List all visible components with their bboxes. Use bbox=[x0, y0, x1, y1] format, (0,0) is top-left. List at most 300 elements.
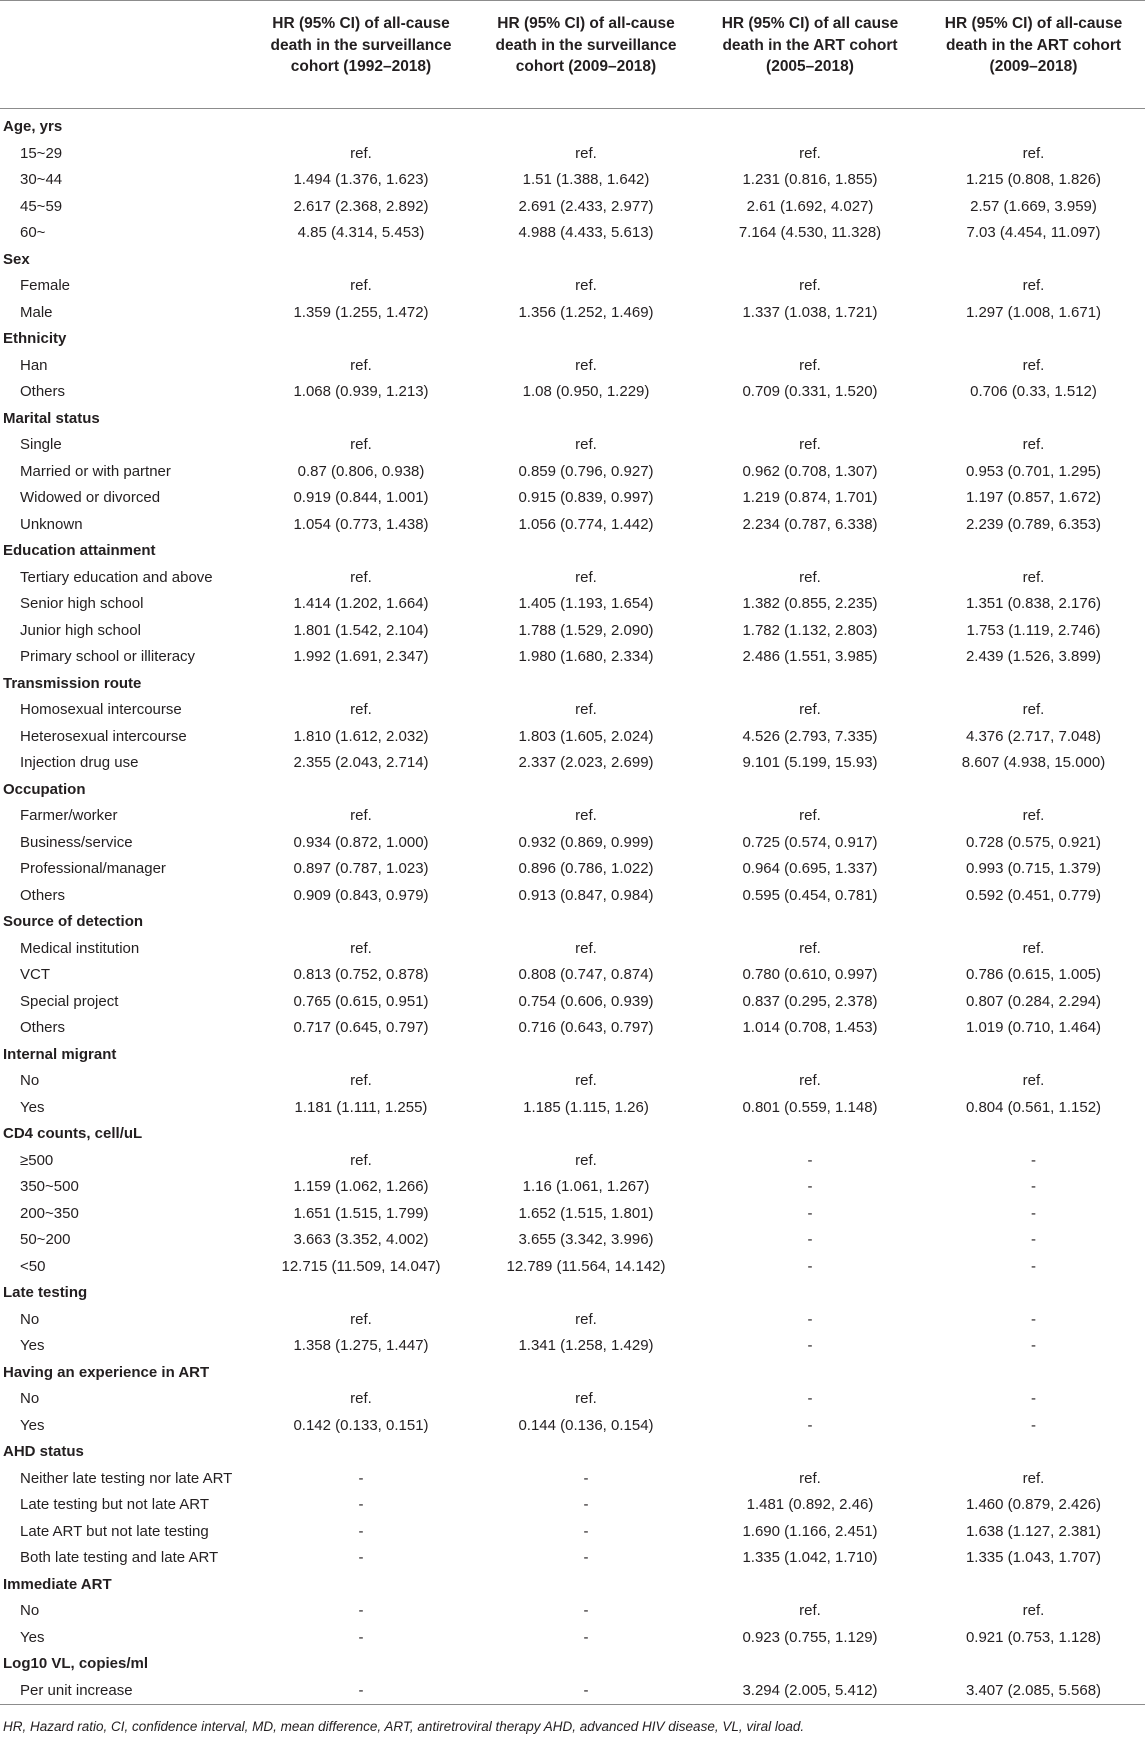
hr-cell: 1.788 (1.529, 2.090) bbox=[518, 621, 654, 639]
hr-cell: ref. bbox=[1022, 1469, 1045, 1487]
hr-cell: ref. bbox=[350, 1151, 372, 1169]
group-label: Age, yrs bbox=[3, 118, 63, 135]
hr-cell: - bbox=[1031, 1257, 1036, 1275]
table-row bbox=[0, 485, 1145, 512]
row-label: Others bbox=[20, 886, 66, 904]
hr-cell: ref. bbox=[1022, 1602, 1045, 1619]
table-row bbox=[0, 1519, 1145, 1546]
table-group-row bbox=[0, 109, 1145, 141]
table-row bbox=[0, 1201, 1145, 1228]
hr-cell: ref. bbox=[1022, 356, 1045, 374]
hr-cell: 1.652 (1.515, 1.801) bbox=[518, 1204, 654, 1222]
hr-cell: ref. bbox=[1022, 144, 1045, 162]
hr-cell bbox=[248, 1439, 474, 1466]
table-row bbox=[0, 1466, 1145, 1493]
table-row bbox=[0, 1386, 1145, 1413]
hr-cell: 0.915 (0.839, 0.997) bbox=[518, 489, 654, 506]
hr-cell bbox=[248, 1360, 474, 1387]
hr-cell: - bbox=[583, 1602, 589, 1619]
table-row bbox=[0, 565, 1145, 592]
table-row bbox=[0, 1413, 1145, 1440]
hr-cell bbox=[474, 247, 698, 274]
group-label: Education attainment bbox=[3, 542, 156, 559]
table-row bbox=[0, 459, 1145, 486]
hr-cell: ref. bbox=[575, 1072, 597, 1089]
hr-cell bbox=[474, 326, 698, 353]
hr-cell bbox=[698, 671, 922, 698]
row-label: 15~29 bbox=[20, 144, 63, 162]
hr-cell: ref. bbox=[575, 356, 597, 374]
table-row bbox=[0, 1148, 1145, 1175]
table-body bbox=[0, 109, 1145, 1705]
table-row bbox=[0, 167, 1145, 194]
hr-cell bbox=[922, 1121, 1145, 1148]
hr-cell: 0.717 (0.645, 0.797) bbox=[293, 1019, 429, 1036]
table-row bbox=[0, 1254, 1145, 1281]
table-row bbox=[0, 618, 1145, 645]
hr-cell: ref. bbox=[799, 1602, 821, 1619]
table-row bbox=[0, 1174, 1145, 1201]
row-label: Han bbox=[20, 356, 48, 374]
hr-cell: 1.335 (1.042, 1.710) bbox=[742, 1549, 878, 1566]
hr-cell: - bbox=[358, 1469, 364, 1487]
hr-cell: 1.337 (1.038, 1.721) bbox=[742, 303, 878, 321]
row-label: Business/service bbox=[20, 833, 133, 851]
row-label: Yes bbox=[20, 1098, 45, 1116]
hr-cell: 0.909 (0.843, 0.979) bbox=[293, 886, 429, 904]
row-label: 45~59 bbox=[20, 197, 63, 215]
hr-cell bbox=[474, 1439, 698, 1466]
hr-cell bbox=[698, 1042, 922, 1069]
hr-cell: 1.014 (0.708, 1.453) bbox=[742, 1019, 878, 1036]
hr-cell: ref. bbox=[350, 807, 372, 824]
hr-cell: - bbox=[1031, 1151, 1036, 1169]
row-label: 30~44 bbox=[20, 171, 63, 188]
hr-cell bbox=[248, 777, 474, 804]
hr-cell bbox=[248, 671, 474, 698]
hr-cell: - bbox=[1031, 1178, 1036, 1195]
hr-cell: 0.932 (0.869, 0.999) bbox=[518, 833, 654, 851]
hr-cell: - bbox=[583, 1628, 589, 1646]
row-label: Special project bbox=[20, 992, 119, 1010]
hr-cell: 0.953 (0.701, 1.295) bbox=[965, 462, 1102, 480]
group-label: Sex bbox=[3, 250, 30, 268]
hr-cell: ref. bbox=[1022, 1072, 1045, 1089]
hr-cell: 0.813 (0.752, 0.878) bbox=[293, 966, 429, 983]
group-label: AHD status bbox=[3, 1443, 84, 1460]
row-label: 50~200 bbox=[20, 1231, 71, 1248]
hr-cell: ref. bbox=[350, 939, 372, 957]
group-label: Late testing bbox=[3, 1284, 88, 1301]
row-label: Professional/manager bbox=[20, 860, 166, 877]
hr-cell: 3.294 (2.005, 5.412) bbox=[698, 1678, 922, 1705]
hr-cell: - bbox=[1031, 1416, 1036, 1434]
hr-cell: 0.962 (0.708, 1.307) bbox=[742, 462, 878, 480]
hr-cell: ref. bbox=[1022, 939, 1045, 957]
hr-cell bbox=[698, 1651, 922, 1678]
table-group-row bbox=[0, 1651, 1145, 1678]
hr-cell: 4.376 (2.717, 7.048) bbox=[965, 727, 1102, 745]
table-group-row bbox=[0, 538, 1145, 565]
hr-cell: 3.407 (2.085, 5.568) bbox=[922, 1678, 1145, 1705]
hr-cell: ref. bbox=[575, 939, 597, 957]
table-row bbox=[0, 1095, 1145, 1122]
hr-cell: - bbox=[807, 1178, 813, 1195]
hr-cell: 1.405 (1.193, 1.654) bbox=[518, 595, 654, 612]
hr-cell: 1.056 (0.774, 1.442) bbox=[518, 515, 654, 533]
hr-cell: 2.691 (2.433, 2.977) bbox=[518, 197, 654, 215]
hr-cell: 0.934 (0.872, 1.000) bbox=[293, 833, 429, 851]
hr-cell: 1.16 (1.061, 1.267) bbox=[522, 1178, 650, 1195]
row-label: No bbox=[20, 1310, 40, 1328]
table-group-row bbox=[0, 1360, 1145, 1387]
hr-cell: 0.808 (0.747, 0.874) bbox=[518, 966, 654, 983]
hr-cell bbox=[248, 109, 474, 141]
row-label: Neither late testing nor late ART bbox=[20, 1469, 233, 1487]
table-row bbox=[0, 1227, 1145, 1254]
table-row bbox=[0, 803, 1145, 830]
hr-cell: - bbox=[1031, 1231, 1036, 1248]
row-label: Married or with partner bbox=[20, 462, 171, 480]
hr-cell: 2.57 (1.669, 3.959) bbox=[970, 197, 1097, 215]
table-row bbox=[0, 273, 1145, 300]
row-label: Male bbox=[20, 303, 53, 321]
hr-cell: 0.754 (0.606, 0.939) bbox=[518, 992, 654, 1010]
table-row bbox=[0, 300, 1145, 327]
hr-cell: 0.595 (0.454, 0.781) bbox=[742, 886, 878, 904]
table-header-row bbox=[0, 1, 1145, 109]
row-label: Per unit increase bbox=[0, 1678, 248, 1705]
hr-cell: 1.159 (1.062, 1.266) bbox=[293, 1178, 429, 1195]
hr-cell: 2.61 (1.692, 4.027) bbox=[746, 197, 874, 215]
hr-cell: 1.219 (0.874, 1.701) bbox=[742, 489, 878, 506]
hr-cell: ref. bbox=[799, 277, 821, 294]
hr-cell: 1.494 (1.376, 1.623) bbox=[293, 171, 429, 188]
hr-cell: ref. bbox=[1022, 568, 1045, 586]
hr-cell: - bbox=[807, 1151, 813, 1169]
row-label: Others bbox=[20, 1019, 66, 1036]
hr-cell bbox=[698, 538, 922, 565]
hr-cell: 0.896 (0.786, 1.022) bbox=[518, 860, 654, 877]
row-label: Yes bbox=[20, 1416, 45, 1434]
hr-cell: ref. bbox=[799, 144, 821, 162]
table-row bbox=[0, 883, 1145, 910]
table-row bbox=[0, 353, 1145, 380]
group-label: Immediate ART bbox=[3, 1575, 112, 1593]
hr-cell: ref. bbox=[350, 1390, 372, 1407]
hr-cell bbox=[474, 1651, 698, 1678]
row-label: Widowed or divorced bbox=[20, 489, 161, 506]
hr-cell: - bbox=[583, 1496, 589, 1513]
table-group-row bbox=[0, 1042, 1145, 1069]
hr-cell: 7.164 (4.530, 11.328) bbox=[738, 224, 882, 241]
row-label: ≥500 bbox=[20, 1151, 54, 1169]
hr-cell: 3.655 (3.342, 3.996) bbox=[518, 1231, 654, 1248]
hr-cell: 0.837 (0.295, 2.378) bbox=[742, 992, 878, 1010]
hr-cell bbox=[698, 247, 922, 274]
hr-cell: - bbox=[807, 1204, 813, 1222]
hr-cell bbox=[922, 1042, 1145, 1069]
hr-cell: 2.337 (2.023, 2.699) bbox=[518, 754, 654, 771]
hr-cell: 1.341 (1.258, 1.429) bbox=[518, 1337, 654, 1354]
hr-cell bbox=[248, 1280, 474, 1307]
hr-cell: ref. bbox=[350, 144, 372, 162]
table-row bbox=[0, 1307, 1145, 1334]
hr-cell: 2.486 (1.551, 3.985) bbox=[742, 648, 878, 665]
hr-cell: - bbox=[807, 1390, 813, 1407]
hr-cell: - bbox=[807, 1416, 813, 1434]
hr-cell bbox=[922, 909, 1145, 936]
table-group-row bbox=[0, 671, 1145, 698]
hr-cell: 12.715 (11.509, 14.047) bbox=[281, 1257, 441, 1275]
hr-cell bbox=[698, 1280, 922, 1307]
hr-cell: ref. bbox=[575, 1151, 597, 1169]
table-row bbox=[0, 750, 1145, 777]
hr-cell bbox=[922, 1360, 1145, 1387]
table-row bbox=[0, 220, 1145, 247]
hr-cell: ref. bbox=[799, 356, 821, 374]
hr-cell: - bbox=[807, 1337, 813, 1354]
hr-cell bbox=[248, 538, 474, 565]
hr-cell: - bbox=[1031, 1337, 1036, 1354]
hr-cell: 1.810 (1.612, 2.032) bbox=[293, 727, 429, 745]
row-label: Homosexual intercourse bbox=[20, 701, 182, 718]
hr-cell: 1.019 (0.710, 1.464) bbox=[965, 1019, 1102, 1036]
table-row bbox=[0, 141, 1145, 168]
hr-cell bbox=[922, 538, 1145, 565]
hr-cell: 4.526 (2.793, 7.335) bbox=[742, 727, 878, 745]
hr-cell: 0.706 (0.33, 1.512) bbox=[970, 383, 1097, 400]
hr-cell: - bbox=[807, 1257, 813, 1275]
hr-cell bbox=[698, 109, 922, 141]
hr-cell: 0.725 (0.574, 0.917) bbox=[742, 833, 878, 851]
hr-cell: 0.144 (0.136, 0.154) bbox=[518, 1416, 654, 1434]
hr-cell bbox=[474, 1042, 698, 1069]
hr-cell: - bbox=[474, 1678, 698, 1705]
table-row bbox=[0, 697, 1145, 724]
hr-cell bbox=[474, 1280, 698, 1307]
hr-cell: 1.782 (1.132, 2.803) bbox=[742, 621, 878, 639]
table-group-row bbox=[0, 777, 1145, 804]
hr-cell: 1.51 (1.388, 1.642) bbox=[522, 171, 650, 188]
hr-cell: 0.716 (0.643, 0.797) bbox=[518, 1019, 654, 1036]
hr-cell: 0.859 (0.796, 0.927) bbox=[518, 462, 654, 480]
hr-cell: ref. bbox=[350, 1310, 372, 1328]
group-label: Occupation bbox=[3, 780, 86, 798]
header-blank bbox=[0, 1, 248, 109]
hr-cell: 0.807 (0.284, 2.294) bbox=[965, 992, 1102, 1010]
table-group-row bbox=[0, 1280, 1145, 1307]
hr-cell bbox=[474, 909, 698, 936]
hr-cell: 0.592 (0.451, 0.779) bbox=[965, 886, 1102, 904]
table-row bbox=[0, 644, 1145, 671]
hr-cell: 8.607 (4.938, 15.000) bbox=[961, 754, 1106, 771]
hr-cell: 1.359 (1.255, 1.472) bbox=[293, 303, 429, 321]
hr-cell: - bbox=[358, 1628, 364, 1646]
hr-cell: ref. bbox=[1022, 807, 1045, 824]
row-label: VCT bbox=[20, 966, 50, 983]
row-label: Injection drug use bbox=[20, 754, 139, 771]
row-label: No bbox=[20, 1602, 40, 1619]
row-label: 60~ bbox=[20, 224, 46, 241]
hr-cell: ref. bbox=[575, 277, 597, 294]
hr-cell bbox=[698, 909, 922, 936]
hr-cell: - bbox=[1031, 1390, 1036, 1407]
row-label: No bbox=[20, 1072, 40, 1089]
hr-cell bbox=[698, 1439, 922, 1466]
row-label: Yes bbox=[20, 1628, 45, 1646]
row-label: Female bbox=[20, 277, 71, 294]
hr-cell: 0.993 (0.715, 1.379) bbox=[965, 860, 1102, 877]
hr-cell: 0.923 (0.755, 1.129) bbox=[742, 1628, 878, 1646]
table-row bbox=[0, 1333, 1145, 1360]
row-label: Others bbox=[20, 383, 66, 400]
hr-cell: ref. bbox=[575, 436, 597, 453]
table-row bbox=[0, 1068, 1145, 1095]
table-group-row bbox=[0, 909, 1145, 936]
row-label: Medical institution bbox=[20, 939, 140, 957]
table-row bbox=[0, 591, 1145, 618]
hr-cell: 1.358 (1.275, 1.447) bbox=[293, 1337, 429, 1354]
hr-cell: 0.780 (0.610, 0.997) bbox=[742, 966, 878, 983]
table-group-row bbox=[0, 326, 1145, 353]
hr-cell: - bbox=[807, 1231, 813, 1248]
hr-cell bbox=[248, 406, 474, 433]
hr-cell: 1.185 (1.115, 1.26) bbox=[523, 1098, 649, 1116]
hr-cell bbox=[474, 1121, 698, 1148]
hr-cell bbox=[922, 326, 1145, 353]
hr-cell bbox=[698, 1121, 922, 1148]
hr-cell: ref. bbox=[799, 701, 821, 718]
hr-cell: 2.234 (0.787, 6.338) bbox=[742, 515, 878, 533]
table-row bbox=[0, 830, 1145, 857]
hr-cell bbox=[922, 1280, 1145, 1307]
hr-cell: 1.335 (1.043, 1.707) bbox=[965, 1549, 1102, 1566]
hr-cell: 1.351 (0.838, 2.176) bbox=[965, 595, 1102, 612]
hr-cell bbox=[698, 777, 922, 804]
row-label: Yes bbox=[20, 1337, 45, 1354]
hr-cell: - bbox=[583, 1522, 589, 1540]
hr-cell: ref. bbox=[799, 939, 821, 957]
row-label: Late ART but not late testing bbox=[20, 1522, 209, 1540]
hr-cell: 12.789 (11.564, 14.142) bbox=[506, 1257, 666, 1275]
hr-cell: 1.803 (1.605, 2.024) bbox=[518, 727, 654, 745]
hr-cell: ref. bbox=[799, 1072, 821, 1089]
table-row bbox=[0, 379, 1145, 406]
table-row bbox=[0, 962, 1145, 989]
hr-cell: 1.460 (0.879, 2.426) bbox=[965, 1496, 1102, 1513]
row-label: Primary school or illiteracy bbox=[20, 648, 196, 665]
hr-cell: 0.786 (0.615, 1.005) bbox=[965, 966, 1102, 983]
hr-cell: - bbox=[358, 1496, 364, 1513]
group-label: CD4 counts, cell/uL bbox=[3, 1125, 143, 1142]
table-row bbox=[0, 432, 1145, 459]
hr-cell: 0.801 (0.559, 1.148) bbox=[742, 1098, 878, 1116]
hr-cell: 1.054 (0.773, 1.438) bbox=[293, 515, 429, 533]
hr-cell: 0.919 (0.844, 1.001) bbox=[293, 489, 429, 506]
hr-cell bbox=[698, 1360, 922, 1387]
hr-cell bbox=[474, 406, 698, 433]
hr-cell: ref. bbox=[1022, 701, 1045, 718]
hr-cell: 1.382 (0.855, 2.235) bbox=[742, 595, 878, 612]
hr-cell: 2.239 (0.789, 6.353) bbox=[965, 515, 1102, 533]
hr-cell bbox=[698, 1572, 922, 1599]
hr-cell: 2.439 (1.526, 3.899) bbox=[965, 648, 1102, 665]
table-group-row bbox=[0, 1121, 1145, 1148]
hr-cell: 1.215 (0.808, 1.826) bbox=[965, 171, 1102, 188]
table-row bbox=[0, 1598, 1145, 1625]
hr-cell bbox=[698, 406, 922, 433]
hr-cell bbox=[248, 326, 474, 353]
hr-cell: ref. bbox=[799, 436, 821, 453]
hr-cell: ref. bbox=[1022, 277, 1045, 294]
hr-cell: 0.897 (0.787, 1.023) bbox=[293, 860, 429, 877]
hr-cell: 0.964 (0.695, 1.337) bbox=[742, 860, 878, 877]
table-group-row bbox=[0, 247, 1145, 274]
hr-cell: ref. bbox=[350, 1072, 372, 1089]
hr-cell: - bbox=[583, 1549, 589, 1566]
table-row bbox=[0, 1545, 1145, 1572]
header-art-2005-2018: HR (95% CI) of all cause death in the ART cohort (2005–2018) bbox=[698, 1, 922, 109]
hr-cell bbox=[922, 1572, 1145, 1599]
hr-cell: 1.801 (1.542, 2.104) bbox=[293, 621, 429, 639]
table-row bbox=[0, 1015, 1145, 1042]
hr-cell: 0.709 (0.331, 1.520) bbox=[742, 383, 878, 400]
group-label: Marital status bbox=[3, 409, 100, 427]
hr-cell: ref. bbox=[575, 144, 597, 162]
hr-cell: ref. bbox=[1022, 436, 1045, 453]
hr-cell: ref. bbox=[575, 1310, 597, 1328]
group-label: Having an experience in ART bbox=[3, 1363, 210, 1381]
group-label: Transmission route bbox=[3, 674, 142, 692]
hr-cell: ref. bbox=[575, 701, 597, 718]
hr-cell bbox=[922, 247, 1145, 274]
hr-cell: 1.068 (0.939, 1.213) bbox=[293, 383, 429, 400]
hr-cell: - bbox=[807, 1310, 813, 1328]
hr-cell: ref. bbox=[350, 277, 372, 294]
hr-cell: 3.663 (3.352, 4.002) bbox=[293, 1231, 429, 1248]
row-label: 200~350 bbox=[20, 1204, 79, 1222]
table-row bbox=[0, 1625, 1145, 1652]
table-row bbox=[0, 1678, 1145, 1705]
hr-cell: 1.197 (0.857, 1.672) bbox=[965, 489, 1102, 506]
table-row bbox=[0, 512, 1145, 539]
table-row bbox=[0, 194, 1145, 221]
row-label: Single bbox=[20, 436, 62, 453]
table-row bbox=[0, 724, 1145, 751]
hr-cell bbox=[922, 1651, 1145, 1678]
hr-cell: ref. bbox=[350, 436, 372, 453]
row-label: Farmer/worker bbox=[20, 807, 118, 824]
group-label: Ethnicity bbox=[3, 330, 67, 347]
group-label: Log10 VL, copies/ml bbox=[3, 1655, 149, 1672]
hr-cell bbox=[474, 671, 698, 698]
hr-cell: - bbox=[358, 1602, 364, 1619]
hr-cell: 4.85 (4.314, 5.453) bbox=[297, 224, 425, 241]
hr-cell bbox=[698, 326, 922, 353]
group-label: Source of detection bbox=[3, 913, 144, 930]
row-label: Unknown bbox=[20, 515, 83, 533]
row-label: Both late testing and late ART bbox=[20, 1549, 219, 1566]
hr-cell: ref. bbox=[575, 568, 597, 586]
hr-cell bbox=[248, 1651, 474, 1678]
hr-cell: 1.690 (1.166, 2.451) bbox=[742, 1522, 878, 1540]
hr-cell bbox=[922, 1439, 1145, 1466]
hr-cell: 1.181 (1.111, 1.255) bbox=[294, 1098, 428, 1116]
hr-cell: ref. bbox=[350, 701, 372, 718]
header-art-2009-2018: HR (95% CI) of all-cause death in the ART cohort (2009–2018) bbox=[922, 1, 1145, 109]
hr-cell: 1.651 (1.515, 1.799) bbox=[293, 1204, 429, 1222]
